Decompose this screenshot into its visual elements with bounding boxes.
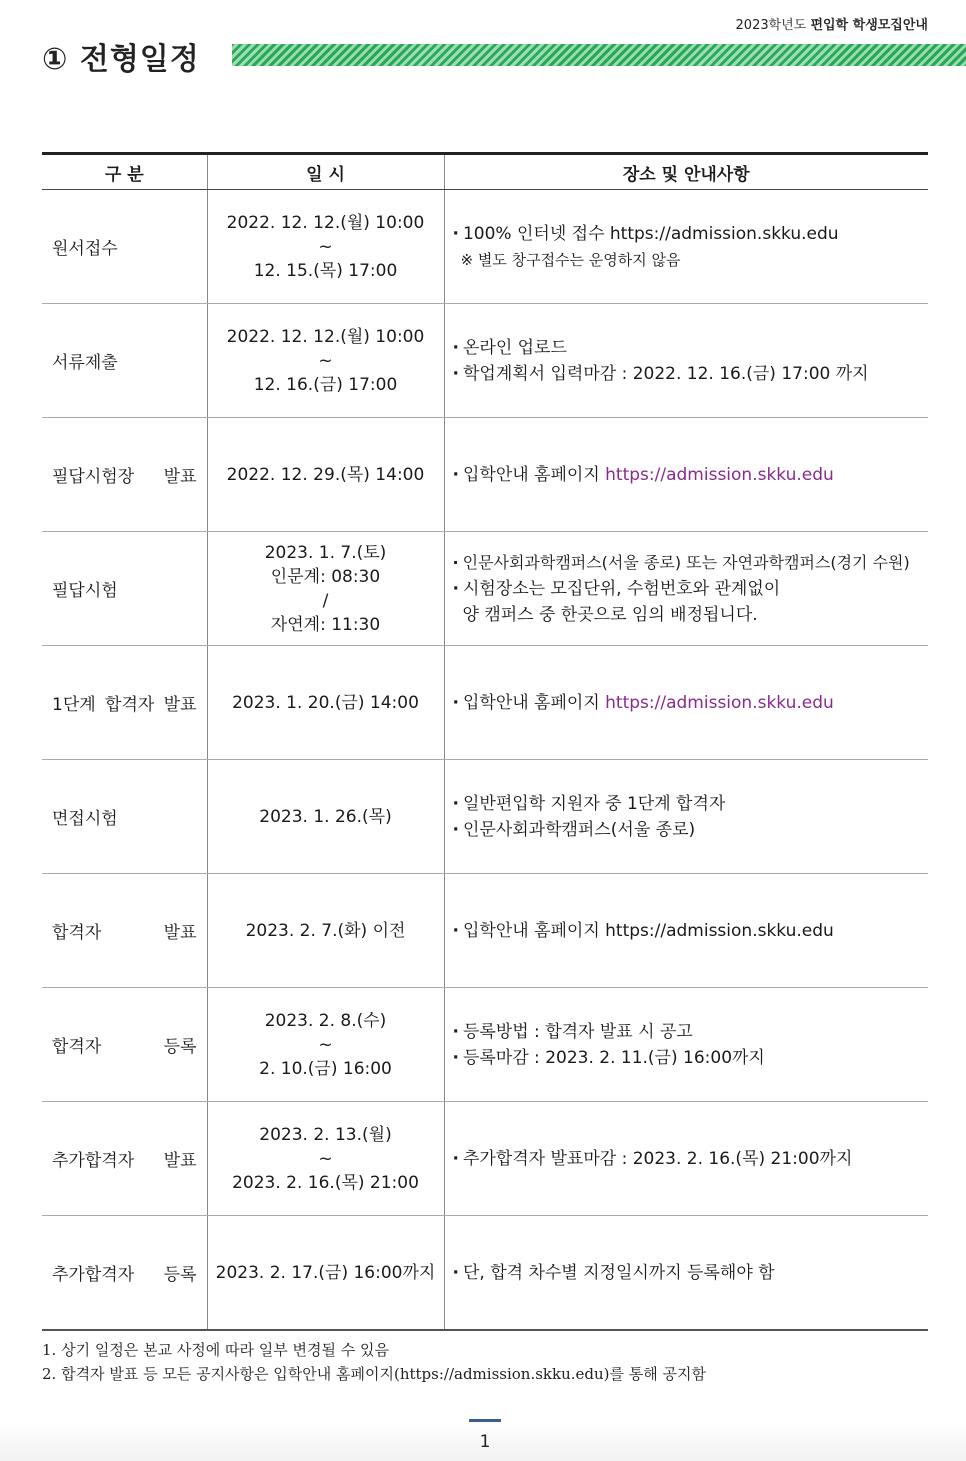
row-info <box>444 760 928 874</box>
date-line: 2023. 2. 13.(월) <box>259 1124 392 1145</box>
row-category: 추가합격자 발표 <box>42 1102 207 1216</box>
info-text: ※ 별도 창구접수는 운영하지 않음 <box>460 250 681 269</box>
info-line <box>453 550 929 576</box>
info-text: 시험장소는 모집단위, 수험번호와 관계없이 <box>462 578 781 599</box>
row-date <box>207 1102 444 1216</box>
column-header-info: 장소 및 안내사항 <box>444 154 928 190</box>
info-line <box>453 335 929 361</box>
row-info <box>444 874 928 988</box>
row-category: 합격자 등록 <box>42 988 207 1102</box>
info-line <box>453 690 929 716</box>
section-title-row <box>42 34 928 78</box>
homepage-link[interactable]: https://admission.skku.edu <box>605 464 834 485</box>
row-category: 필답시험장 발표 <box>42 418 207 532</box>
date-line: 2023. 1. 7.(토) <box>264 542 387 563</box>
row-info <box>444 304 928 418</box>
row-date <box>207 1216 444 1331</box>
table-row <box>42 988 928 1102</box>
column-header-date: 일 시 <box>207 154 444 190</box>
row-date <box>207 418 444 532</box>
date-line: 12. 16.(금) 17:00 <box>253 374 398 395</box>
page-number-rule <box>469 1419 501 1422</box>
row-info <box>444 988 928 1102</box>
info-text: 학업계획서 입력마감 : 2022. 12. 16.(금) 17:00 까지 <box>462 363 869 384</box>
table-row <box>42 304 928 418</box>
info-text: 일반편입학 지원자 중 1단계 합격자 <box>462 793 726 814</box>
date-line: 2023. 1. 20.(금) 14:00 <box>232 692 419 713</box>
title-decoration-bar <box>232 44 966 66</box>
date-line: 인문계: 08:30 <box>270 566 381 587</box>
row-date <box>207 532 444 646</box>
date-line: 2023. 2. 17.(금) 16:00까지 <box>215 1262 436 1283</box>
row-category: 필답시험 <box>42 532 207 646</box>
info-line <box>453 918 929 944</box>
info-text: 추가합격자 발표마감 : 2023. 2. 16.(목) 21:00까지 <box>462 1148 853 1169</box>
info-text: 양 캠퍼스 중 한곳으로 임의 배정됩니다. <box>462 604 758 625</box>
row-info <box>444 646 928 760</box>
date-line: 2022. 12. 12.(월) 10:00 <box>226 326 425 347</box>
table-row <box>42 874 928 988</box>
info-line <box>453 462 929 488</box>
row-info <box>444 1216 928 1331</box>
table-row <box>42 418 928 532</box>
row-info <box>444 418 928 532</box>
date-line: 2023. 1. 26.(목) <box>259 806 392 827</box>
row-date <box>207 988 444 1102</box>
year-label: 2023학년도 <box>735 18 807 33</box>
date-line: ~ <box>318 1034 333 1055</box>
table-row <box>42 190 928 304</box>
info-text: 입학안내 홈페이지 <box>462 692 606 713</box>
info-text: 100% 인터넷 접수 https://admission.skku.edu <box>462 223 839 244</box>
doc-title: 편입학 학생모집안내 <box>810 18 928 33</box>
row-category: 1단계 합격자 발표 <box>42 646 207 760</box>
row-date <box>207 874 444 988</box>
column-header-category: 구 분 <box>42 154 207 190</box>
row-info <box>444 190 928 304</box>
footnote: 2. 합격자 발표 등 모든 공지사항은 입학안내 홈페이지(https://admission.skku.edu)를 통해 공지함 <box>42 1365 707 1383</box>
row-date <box>207 304 444 418</box>
homepage-link[interactable]: https://admission.skku.edu <box>605 692 834 713</box>
footnotes <box>42 1338 706 1386</box>
row-date <box>207 646 444 760</box>
date-line: 자연계: 11:30 <box>270 614 381 635</box>
date-line: 2022. 12. 12.(월) 10:00 <box>226 212 425 233</box>
table-row <box>42 646 928 760</box>
table-row <box>42 532 928 646</box>
date-line: 2023. 2. 16.(목) 21:00 <box>232 1172 419 1193</box>
row-date <box>207 190 444 304</box>
row-date <box>207 760 444 874</box>
info-line <box>453 576 929 602</box>
info-line <box>453 791 929 817</box>
info-text: 인문사회과학캠퍼스(서울 종로) 또는 자연과학캠퍼스(경기 수원) <box>462 552 910 572</box>
info-text: 등록방법 : 합격자 발표 시 공고 <box>462 1021 693 1042</box>
date-line: 2023. 2. 8.(수) <box>264 1010 387 1031</box>
row-info <box>444 1102 928 1216</box>
info-text: 인문사회과학캠퍼스(서울 종로) <box>462 819 696 840</box>
info-text: 단, 합격 차수별 지정일시까지 등록해야 함 <box>462 1262 775 1283</box>
date-line: ~ <box>318 350 333 371</box>
info-line <box>453 1146 929 1172</box>
date-line: ~ <box>318 1148 333 1169</box>
table-row <box>42 1102 928 1216</box>
table-header-row <box>42 154 928 190</box>
row-category: 합격자 발표 <box>42 874 207 988</box>
date-line: 12. 15.(목) 17:00 <box>253 260 398 281</box>
info-line <box>453 817 929 843</box>
info-line <box>453 1045 929 1071</box>
document-header <box>736 14 928 33</box>
schedule-table <box>42 152 928 1331</box>
info-text: 온라인 업로드 <box>462 337 567 358</box>
date-line: 2. 10.(금) 16:00 <box>259 1058 392 1079</box>
info-text: 등록마감 : 2023. 2. 11.(금) 16:00까지 <box>462 1047 765 1068</box>
info-line <box>453 221 929 247</box>
info-text: 입학안내 홈페이지 <box>462 464 606 485</box>
date-line: ~ <box>318 236 333 257</box>
info-line <box>453 361 929 387</box>
info-line <box>453 247 929 273</box>
footnote: 1. 상기 일정은 본교 사정에 따라 일부 변경될 수 있음 <box>42 1341 390 1359</box>
info-text: 입학안내 홈페이지 https://admission.skku.edu <box>462 920 834 941</box>
info-line <box>453 1019 929 1045</box>
row-category: 면접시험 <box>42 760 207 874</box>
table-row <box>42 1216 928 1331</box>
row-info <box>444 532 928 646</box>
date-line: / <box>322 590 329 611</box>
row-category: 추가합격자 등록 <box>42 1216 207 1331</box>
date-line: 2023. 2. 7.(화) 이전 <box>245 920 406 941</box>
row-category: 원서접수 <box>42 190 207 304</box>
info-line <box>453 602 929 628</box>
date-line: 2022. 12. 29.(목) 14:00 <box>226 464 425 485</box>
table-row <box>42 760 928 874</box>
page-number: 1 <box>479 1432 491 1452</box>
section-title: ① 전형일정 <box>42 42 200 77</box>
row-category: 서류제출 <box>42 304 207 418</box>
info-line <box>453 1260 929 1286</box>
